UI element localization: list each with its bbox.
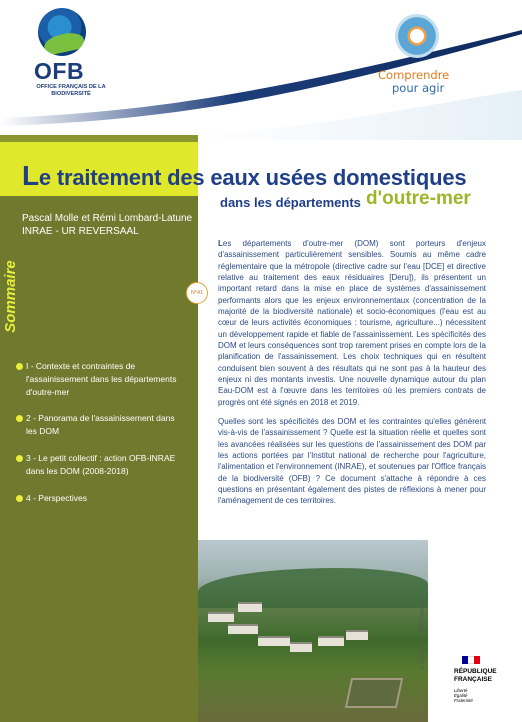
motto-liberte: Liberté xyxy=(454,688,468,693)
sommaire-label: Sommaire xyxy=(1,260,19,333)
republique-motto xyxy=(454,688,473,704)
toc-label: I - Contexte et contraintes de l'assainissement dans les départements d'outre-mer xyxy=(26,361,177,397)
intro-paragraph-1 xyxy=(218,238,486,408)
rf-line2: FRANÇAISE xyxy=(454,675,492,683)
rf-line1: RÉPUBLIQUE xyxy=(454,668,497,675)
marianne-flag-icon xyxy=(462,656,480,664)
toc-item[interactable] xyxy=(26,360,186,399)
authors xyxy=(22,212,192,238)
motto-egalite: Égalité xyxy=(454,693,468,699)
bullet-icon xyxy=(16,415,23,422)
dropcap: L xyxy=(218,239,223,248)
photo-credit-text: © Lucas Pelus - OOE Martinique xyxy=(419,596,426,670)
sommaire-heading xyxy=(1,258,28,338)
title-rest: e traitement des eaux usées domestiques xyxy=(38,165,467,190)
issue-number-badge: N°41 xyxy=(186,282,208,304)
series-title-line1: Comprendre xyxy=(378,68,450,82)
toc-label: 2 - Panorama de l'assainissement dans les DOM xyxy=(26,413,175,436)
motto-fraternite: Fraternité xyxy=(454,698,473,704)
wastewater-plant-photo xyxy=(198,540,428,722)
bullet-icon xyxy=(16,455,23,462)
ofb-logo-mark xyxy=(38,8,86,56)
comprendre-icon xyxy=(395,14,439,58)
document-subtitle-b: d'outre-mer xyxy=(366,188,471,209)
toc-item[interactable] xyxy=(26,412,186,438)
ofb-logo-text: OFB xyxy=(34,58,85,84)
republique-francaise-label xyxy=(454,668,497,683)
ofb-logo-subtitle: OFFICE FRANÇAIS DE LA BIODIVERSITÉ xyxy=(36,84,106,97)
author-affiliation: INRAE - UR REVERSAAL xyxy=(22,226,139,237)
photo-credit xyxy=(419,580,442,690)
bullet-icon xyxy=(16,495,23,502)
author-names: Pascal Molle et Rémi Lombard-Latune xyxy=(22,213,193,224)
intro-paragraph-2: Quelles sont les spécificités des DOM et les contraintes qu'elles génèrent vis-à-vis de l'assainissement ? Quelle est la situation réelle et quelles sont les avancées réalisées sur les questions de l'assainissement des DOM par les actions portées par l'Institut national de recherche pour l'agriculture, l'alimentation et l'environnement (INRAE), et soutenues par l'Office français de la biodiversité (OFB) ? Ce document s'attache à répondre à ces questions en présentant également des pistes de réflexions à mener pour l'aménagement de ces territoires. xyxy=(218,417,486,506)
document-subtitle-a: dans les départements xyxy=(220,195,361,210)
toc-label: 3 - Le petit collectif : action OFB-INRAE dans les DOM (2008-2018) xyxy=(26,453,176,476)
paragraph-text: es départements d'outre-mer (DOM) sont porteurs d'enjeux d'assainissement particulièrement sensibles. Soumis au même cadre réglementaire que la métropole (directive cadre sur l'eau [DCE] et directive relative au traitement des eaux résiduaires [Deru]), ils présentent un important retard dans la mise en place de systèmes d'assainissement performants alors que les enjeux environnementaux (concentration de la majorité de la biodiversité nationale) et socio-économiques (l'eau est au cœur de leurs activités économiques : tourisme, agriculture...) nécessitent un développement rapide et fiable de l'assainissement. Les spécificités des DOM et leurs conséquences sont trop rarement prises en compte lors de la planification de l'assainissement. Les choix techniques qui en résultent conduisent bien souvent à des résultats qui ne sont pas à la hauteur des enjeux ni des montants investis. Une nouvelle dynamique autour du plan Eau-DOM est à l'œuvre dans les territoires où les premiers contrats de progrès ont été signés en 2018 et 2019. xyxy=(218,239,486,407)
series-title-line2: pour agir xyxy=(392,81,445,95)
toc-label: 4 - Perspectives xyxy=(26,493,87,503)
title-initial: L xyxy=(22,160,39,191)
bullet-icon xyxy=(16,363,23,370)
toc-item[interactable] xyxy=(26,452,186,478)
toc-item[interactable] xyxy=(26,492,186,505)
